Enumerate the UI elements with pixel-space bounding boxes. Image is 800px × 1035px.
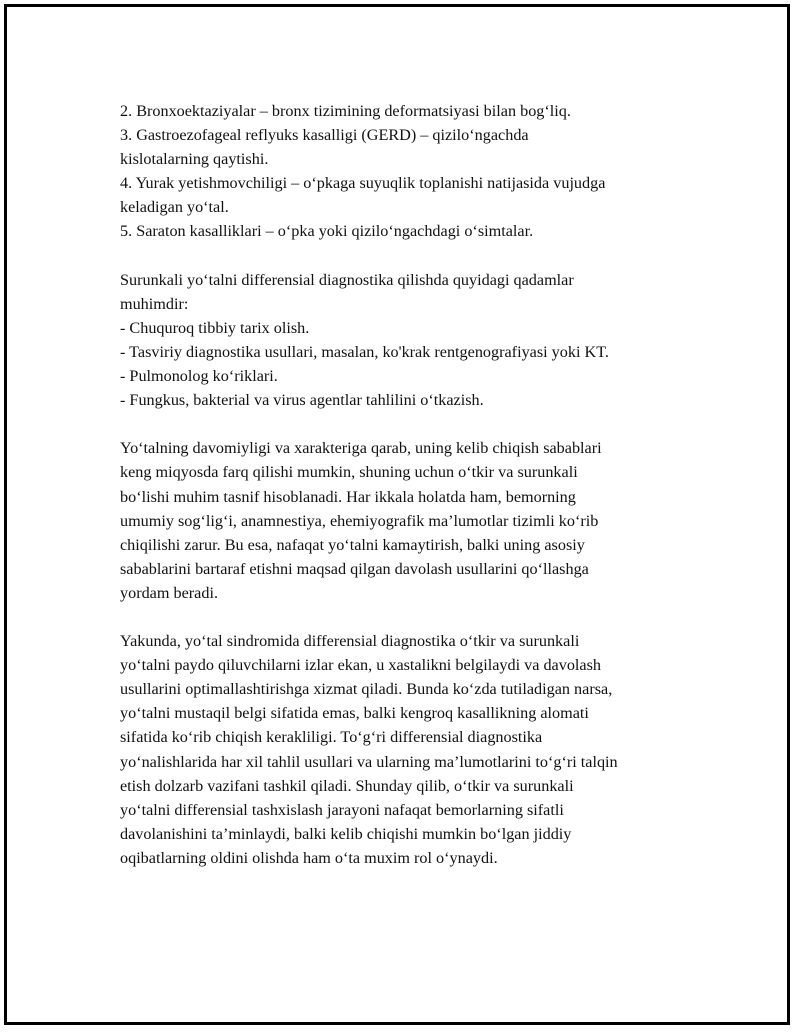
step-item: - Fungkus, bakterial va virus agentlar tahlilini o‘tkazish.: [120, 391, 484, 410]
paragraph-spacer: [120, 412, 700, 436]
text-line: usullarini optimallashtirishga xizmat qiladi. Bunda ko‘zda tutiladigan narsa,: [120, 680, 613, 699]
text-line: chiqilishi zarur. Bu esa, nafaqat yo‘talni kamaytirish, balki uning asosiy: [120, 535, 585, 554]
list-item: [120, 99, 700, 123]
text-line: yo‘talni paydo qiluvchilarni izlar ekan, u xastalikni belgilaydi va davolash: [120, 656, 601, 675]
text-line: 2. Bronxoektaziyalar – bronx tizimining deformatsiyasi bilan bog‘liq.: [120, 102, 571, 120]
text-line: yordam beradi.: [120, 583, 218, 602]
list-item: [120, 171, 700, 219]
text-line: sabablarini bartaraf etishni maqsad qilgan davolash usullarini qo‘llashga: [120, 559, 589, 578]
steps-intro-line: muhimdir:: [120, 294, 189, 313]
text-line: yo‘nalishlarida har xil tahlil usullari va ularning ma’lumotlarini to‘g‘ri talqin: [120, 752, 618, 771]
text-line: sifatida ko‘rib chiqish kerakliligi. To‘g‘ri differensial diagnostika: [120, 728, 543, 747]
step-item: - Pulmonolog ko‘riklari.: [120, 367, 278, 386]
step-item: - Tasviriy diagnostika usullari, masalan, ko'krak rentgenografiyasi yoki KT.: [120, 342, 609, 361]
text-line: 3. Gastroezofageal reflyuks kasalligi (GERD) – qizilo‘ngachda: [120, 126, 529, 145]
text-line: yo‘talni mustaqil belgi sifatida emas, balki kengroq kasallikning alomati: [120, 704, 589, 723]
text-line: umumiy sog‘lig‘i, anamnestiya, ehemiyografik ma’lumotlar tizimli ko‘rib: [120, 511, 599, 530]
list-item: [120, 219, 700, 243]
text-line: bo‘lishi muhim tasnif hisoblanadi. Har ikkala holatda ham, bemorning: [120, 487, 576, 506]
paragraph-conclusion: [120, 629, 700, 870]
text-line: oqibatlarning oldini olishda ham o‘ta muxim rol o‘ynaydi.: [120, 848, 498, 867]
text-line: Yo‘talning davomiyligi va xarakteriga qarab, uning kelib chiqish sabablari: [120, 439, 602, 458]
text-line: 4. Yurak yetishmovchiligi – o‘pkaga suyuqlik toplanishi natijasida vujudga: [120, 174, 606, 193]
steps-intro-line: Surunkali yo‘talni differensial diagnostika qilishda quyidagi qadamlar: [120, 270, 574, 289]
paragraph-duration: [120, 436, 700, 605]
paragraph-spacer: [120, 244, 700, 268]
text-line: keng miqyosda farq qilishi mumkin, shuning uchun o‘tkir va surunkali: [120, 463, 578, 482]
text-line: 5. Saraton kasalliklari – o‘pka yoki qizilo‘ngachdagi o‘simtalar.: [120, 222, 534, 241]
text-line: davolanishini ta’minlaydi, balki kelib chiqishi mumkin bo‘lgan jiddiy: [120, 824, 572, 843]
text-line: kislotalarning qaytishi.: [120, 150, 269, 169]
text-line: Yakunda, yo‘tal sindromida differensial diagnostika o‘tkir va surunkali: [120, 632, 580, 651]
page-frame: [4, 4, 790, 1025]
step-item: - Chuquroq tibbiy tarix olish.: [120, 318, 310, 337]
text-line: keladigan yo‘tal.: [120, 198, 229, 217]
list-item: [120, 123, 700, 171]
steps-section: [120, 268, 700, 413]
text-line: yo‘talni differensial tashxislash jarayoni nafaqat bemorlarning sifatli: [120, 800, 564, 819]
numbered-list: [120, 99, 700, 244]
text-line: etish dolzarb vazifani tashkil qiladi. Shunday qilib, o‘tkir va surunkali: [120, 776, 574, 795]
document-body: [120, 99, 700, 870]
paragraph-spacer: [120, 605, 700, 629]
